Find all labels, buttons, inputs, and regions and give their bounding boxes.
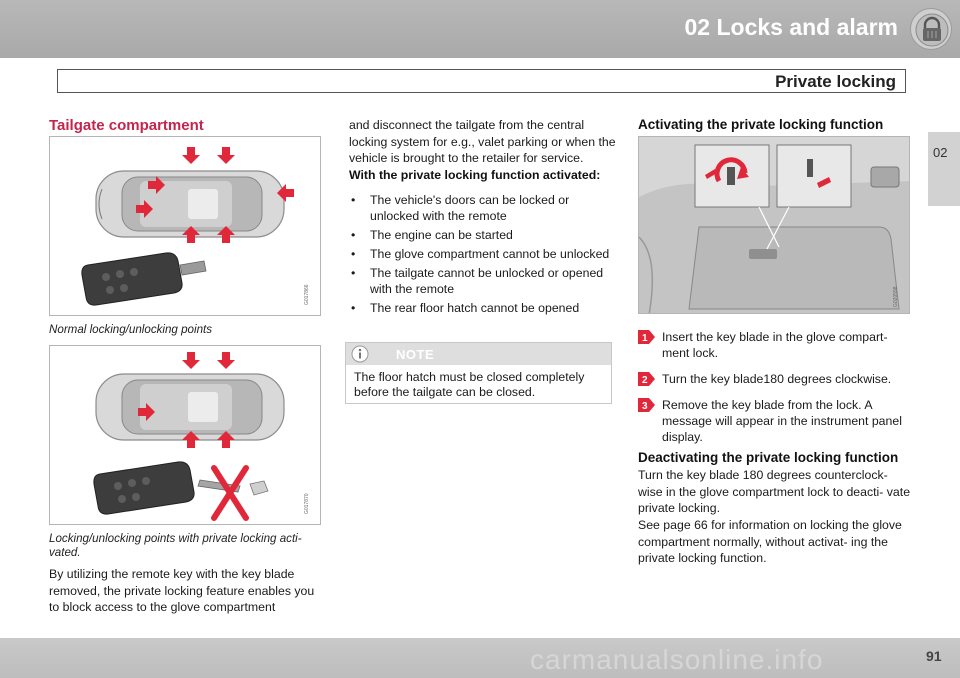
car-illustration bbox=[96, 374, 284, 440]
step-item bbox=[638, 371, 910, 387]
figure-normal-locking bbox=[49, 136, 321, 316]
page-number: 91 bbox=[926, 648, 942, 664]
remote-key-illustration bbox=[82, 253, 206, 305]
inset-turn-key bbox=[695, 145, 769, 207]
chapter-tab-label: 02 bbox=[933, 145, 948, 160]
dashboard-illustration bbox=[639, 167, 910, 314]
step-text: Remove the key blade from the lock. A message will appear in the instrument panel display. bbox=[662, 398, 902, 444]
list-item: • The engine can be started bbox=[351, 228, 513, 242]
watermark: carmanualsonline.info bbox=[530, 644, 824, 675]
list-item: • The glove compartment cannot be unlocked bbox=[351, 247, 610, 261]
activated-heading: With the private locking function activated: bbox=[349, 168, 601, 182]
section-bar bbox=[57, 69, 906, 93]
step-item bbox=[638, 397, 910, 445]
page-footer bbox=[0, 638, 960, 678]
step-number-icon bbox=[638, 330, 655, 344]
chapter-title: 02 Locks and alarm bbox=[684, 14, 898, 40]
figure-code: G017866 bbox=[304, 284, 310, 305]
figure-private-locking bbox=[49, 345, 321, 525]
svg-text:1: 1 bbox=[642, 333, 648, 344]
info-icon bbox=[351, 345, 369, 363]
activating-heading: Activating the private locking function bbox=[638, 117, 884, 132]
note-title: NOTE bbox=[396, 347, 435, 362]
figure1-caption: Normal locking/unlocking points bbox=[49, 323, 213, 336]
intro-paragraph: By utilizing the remote key with the key blade removed, the private locking feature enables you to block access to the glove compartment bbox=[49, 567, 315, 615]
deactivating-heading: Deactivating the private locking function bbox=[638, 450, 899, 465]
svg-text:2: 2 bbox=[642, 375, 648, 386]
svg-text:3: 3 bbox=[642, 401, 648, 412]
step-text: Turn the key blade180 degrees clockwise. bbox=[662, 372, 892, 386]
step-number-icon bbox=[638, 372, 655, 386]
inset-insert-key bbox=[777, 145, 851, 207]
step-text: Insert the key blade in the glove compart- ment lock. bbox=[662, 330, 888, 360]
list-item: • The vehicle's doors can be locked or unlocked with the remote bbox=[351, 193, 570, 223]
figure2-caption: Locking/unlocking points with private locking acti- vated. bbox=[49, 532, 302, 559]
tailgate-heading: Tailgate compartment bbox=[49, 117, 204, 134]
note-text: The floor hatch must be closed completely before the tailgate can be closed. bbox=[354, 370, 585, 399]
intro-paragraph-continued: and disconnect the tailgate from the central locking system for e.g., valet parking or when the vehicle is brought to the retailer for service. bbox=[349, 118, 616, 166]
step-item bbox=[638, 329, 910, 361]
step-number-icon bbox=[638, 398, 655, 412]
list-item: • The rear floor hatch cannot be opened bbox=[351, 301, 580, 315]
list-item: • The tailgate cannot be unlocked or opened with the remote bbox=[351, 266, 604, 296]
figure-code: G020598 bbox=[893, 286, 899, 307]
note-header bbox=[346, 343, 611, 365]
padlock-icon bbox=[910, 8, 952, 50]
activating-steps bbox=[638, 329, 910, 455]
chapter-tab bbox=[928, 132, 960, 206]
section-title: Private locking bbox=[775, 72, 896, 91]
see-page-text: See page 66 for information on locking the glove compartment normally, without activat- ing the private locking function. bbox=[638, 518, 902, 566]
deactivating-text: Turn the key blade 180 degrees counterclock- wise in the glove compartment lock to deacti- vate private locking. bbox=[638, 468, 911, 516]
figure-glove-compartment bbox=[638, 136, 910, 314]
page-header bbox=[0, 0, 960, 58]
note-box bbox=[345, 342, 612, 404]
activated-bullet-list bbox=[349, 192, 613, 319]
figure-code: G017870 bbox=[304, 493, 310, 514]
cross-icon bbox=[214, 468, 246, 518]
